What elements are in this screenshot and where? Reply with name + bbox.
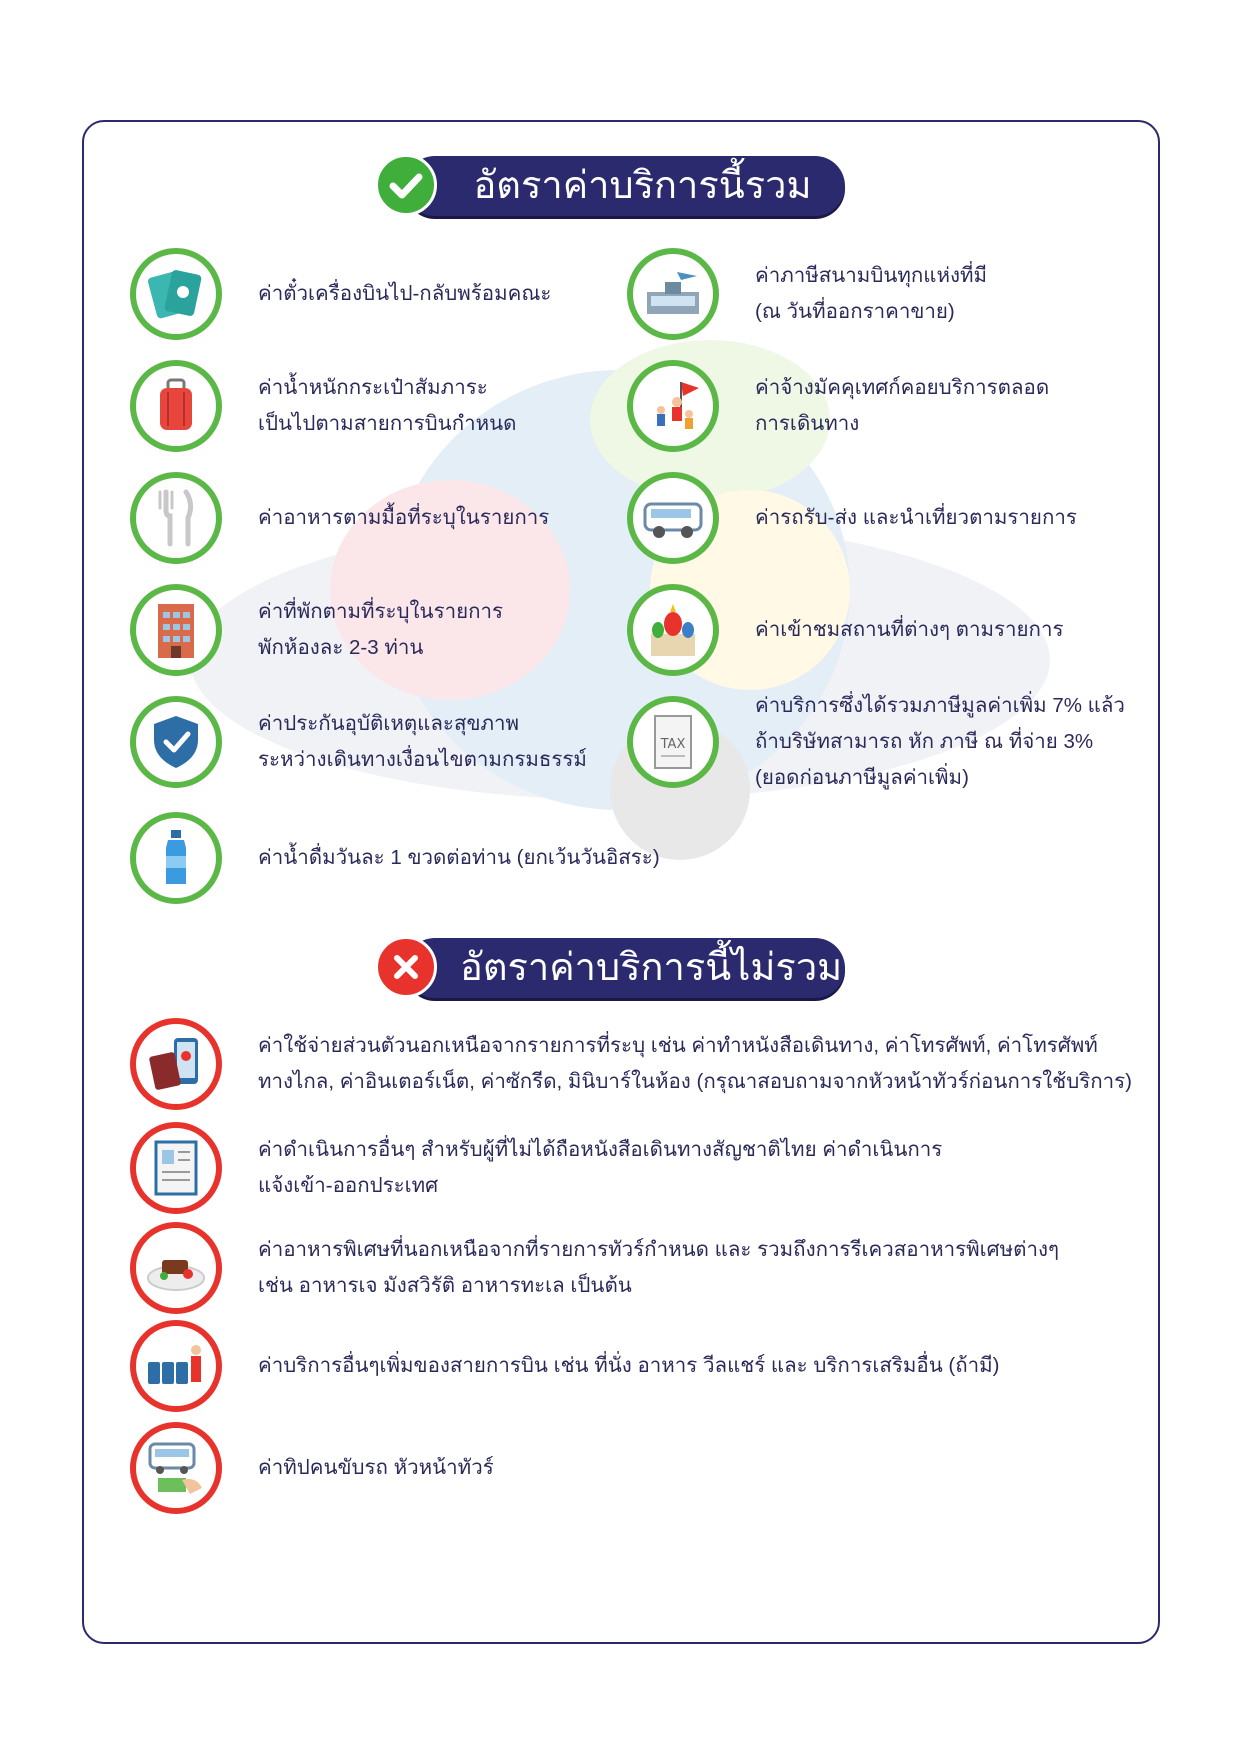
included-title: อัตราค่าบริการนี้รวม <box>473 165 812 207</box>
svg-text:TAX: TAX <box>660 737 686 752</box>
luggage-icon <box>130 360 222 452</box>
item-text: ระหว่างเดินทางเงื่อนไขตามกรมธรรม์ <box>258 748 587 771</box>
item-text: (ยอดก่อนภาษีมูลค่าเพิ่ม) <box>755 766 969 789</box>
included-banner <box>375 152 845 220</box>
included-title-pill <box>405 156 845 216</box>
item-text: ค่าที่พักตามที่ระบุในรายการ <box>258 600 504 623</box>
item-text: ทางไกล, ค่าอินเตอร์เน็ต, ค่าซักรีด, มินิบาร์ในห้อง (กรุณาสอบถามจากหัวหน้าทัวร์ก่อนการใช้บริการ) <box>258 1070 1132 1093</box>
airport-icon <box>627 248 719 340</box>
item-text: ถ้าบริษัทสามารถ หัก ภาษี ณ ที่จ่าย 3% <box>755 730 1094 753</box>
water-bottle-icon <box>130 812 222 904</box>
item-text: ค่าใช้จ่ายส่วนตัวนอกเหนือจากรายการที่ระบุ เช่น ค่าทำหนังสือเดินทาง, ค่าโทรศัพท์, ค่าโทรศัพท์ <box>258 1034 1098 1057</box>
landmark-icon <box>627 584 719 676</box>
item-text: ค่าอาหารพิเศษที่นอกเหนือจากที่รายการทัวร์กำหนด และ รวมถึงการรีเควสอาหารพิเศษต่างๆ <box>258 1238 1060 1261</box>
item-text: ค่าบริการซึ่งได้รวมภาษีมูลค่าเพิ่ม 7% แล้ว <box>755 694 1125 717</box>
item-text: เป็นไปตามสายการบินกำหนด <box>258 412 517 435</box>
fork-knife-icon <box>130 472 222 564</box>
item-text: ค่าประกันอุบัติเหตุและสุขภาพ <box>258 712 520 735</box>
passport-phone-icon <box>130 1018 222 1110</box>
excluded-title: อัตราค่าบริการนี้ไม่รวม <box>460 947 843 989</box>
airline-seat-icon <box>130 1320 222 1412</box>
item-text: พักห้องละ 2-3 ท่าน <box>258 636 424 659</box>
tax-document-icon <box>627 696 719 788</box>
excluded-title-pill <box>405 938 845 998</box>
item-text: การเดินทาง <box>755 412 860 435</box>
tour-guide-icon <box>627 360 719 452</box>
item-text: ค่าบริการอื่นๆเพิ่มของสายการบิน เช่น ที่นั่ง อาหาร วีลแชร์ และ บริการเสริมอื่น (ถ้ามี) <box>258 1354 1000 1377</box>
item-text: (ณ วันที่ออกราคาขาย) <box>755 300 955 323</box>
item-text: ค่าตั๋วเครื่องบินไป-กลับพร้อมคณะ <box>258 282 552 305</box>
excluded-banner <box>375 934 845 1002</box>
item-text: ค่าดำเนินการอื่นๆ สำหรับผู้ที่ไม่ได้ถือหนังสือเดินทางสัญชาติไทย ค่าดำเนินการ <box>258 1138 943 1161</box>
item-text: ค่าจ้างมัคคุเทศก์คอยบริการตลอด <box>755 376 1050 399</box>
item-text: ค่าทิปคนขับรถ หัวหน้าทัวร์ <box>258 1456 494 1479</box>
item-text: ค่าน้ำดื่มวันละ 1 ขวดต่อท่าน (ยกเว้นวันอิสระ) <box>258 846 660 869</box>
bus-icon <box>627 472 719 564</box>
item-text: เช่น อาหารเจ มังสวิรัติ อาหารทะเล เป็นต้น <box>258 1274 632 1297</box>
item-text: ค่าน้ำหนักกระเป๋าสัมภาระ <box>258 376 488 399</box>
id-document-icon <box>130 1122 222 1214</box>
item-text: แจ้งเข้า-ออกประเทศ <box>258 1174 439 1197</box>
insurance-shield-icon <box>130 696 222 788</box>
tip-bus-icon <box>130 1422 222 1514</box>
item-text: ค่าเข้าชมสถานที่ต่างๆ ตามรายการ <box>755 618 1064 641</box>
special-meal-icon <box>130 1222 222 1314</box>
hotel-icon <box>130 584 222 676</box>
cross-icon <box>375 936 437 998</box>
check-icon <box>375 154 437 216</box>
item-text: ค่าอาหารตามมื้อที่ระบุในรายการ <box>258 506 550 529</box>
item-text: ค่าภาษีสนามบินทุกแห่งที่มี <box>755 264 988 287</box>
item-text: ค่ารถรับ-ส่ง และนำเที่ยวตามรายการ <box>755 506 1077 529</box>
ticket-icon <box>130 248 222 340</box>
